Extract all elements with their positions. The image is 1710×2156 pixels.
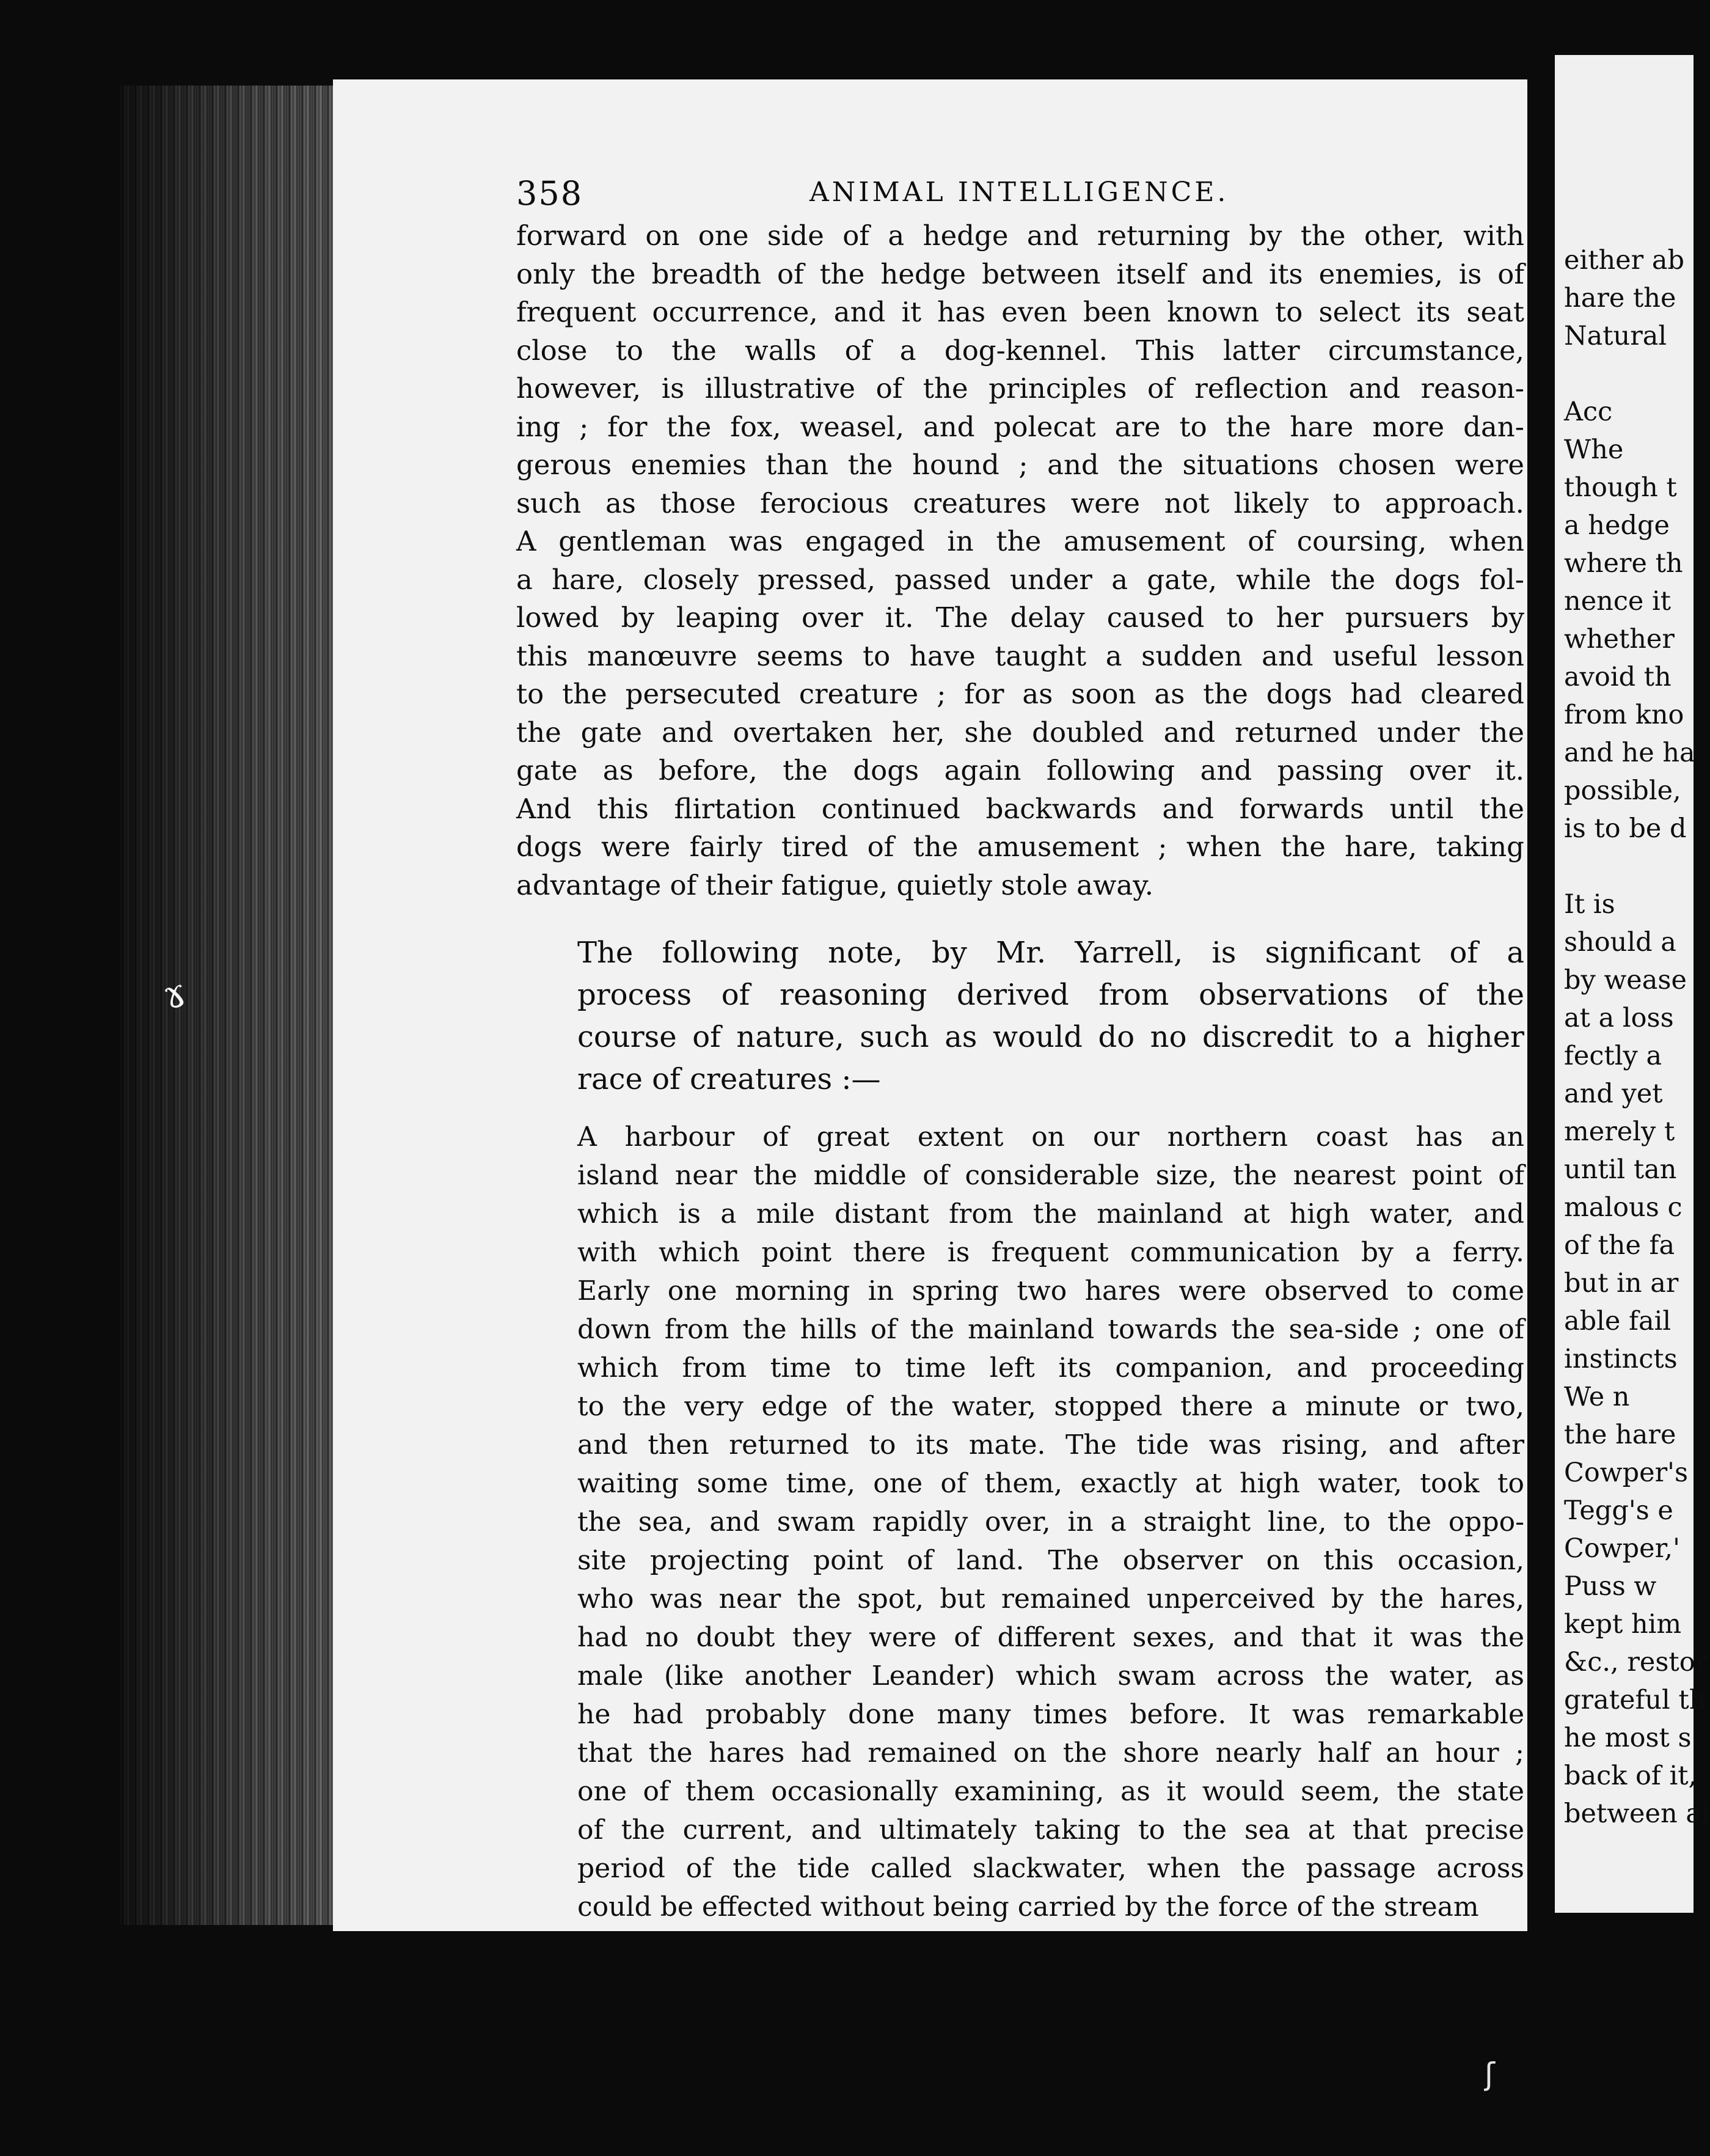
paragraph-yarrell-intro <box>516 932 1524 1101</box>
facing-page-line: hare the <box>1564 283 1676 314</box>
text-line: dogs were fairly tired of the amusement ; when the hare, taking <box>516 831 1524 863</box>
facing-page-line: kept him <box>1564 1609 1682 1640</box>
text-line: of the current, and ultimately taking to the sea at that precise <box>577 1814 1524 1846</box>
text-line: gate as before, the dogs again following and passing over it. <box>516 754 1524 787</box>
facing-page-line: Puss w <box>1564 1571 1657 1602</box>
facing-page-line: merely t <box>1564 1116 1675 1147</box>
facing-page-line: &c., restor <box>1564 1647 1708 1678</box>
text-line: process of reasoning derived from observations of the <box>577 978 1524 1012</box>
text-line: such as those ferocious creatures were not likely to approach. <box>516 486 1524 519</box>
text-line: however, is illustrative of the principles of reflection and reason- <box>516 372 1524 405</box>
facing-page-line: We n <box>1564 1382 1630 1412</box>
main-text-block <box>516 174 1524 1926</box>
text-line: lowed by leaping over it. The delay caused to her pursuers by <box>516 601 1524 634</box>
text-line: A gentleman was engaged in the amusement of coursing, when <box>516 525 1524 557</box>
text-line: male (like another Leander) which swam across the water, as <box>577 1660 1524 1692</box>
facing-page-text <box>1564 241 1710 1833</box>
facing-page-line: back of it, <box>1564 1761 1697 1791</box>
facing-page-line: Natural <box>1564 321 1667 351</box>
text-line: one of them occasionally examining, as it would seem, the state <box>577 1776 1524 1807</box>
text-line: And this flirtation continued backwards and forwards until the <box>516 792 1524 825</box>
text-line: Early one morning in spring two hares were observed to come <box>577 1275 1524 1307</box>
facing-page-line: where th <box>1564 548 1683 579</box>
text-line: A harbour of great extent on our northern coast has an <box>577 1121 1524 1153</box>
text-line: The following note, by Mr. Yarrell, is significant of a <box>577 936 1524 970</box>
paragraph-hare-hedge <box>516 217 1524 904</box>
page-fore-edge <box>119 86 339 1925</box>
facing-page-line: until tan <box>1564 1154 1677 1185</box>
facing-page-line: and he ha <box>1564 738 1695 768</box>
facing-page-line: a hedge <box>1564 510 1670 541</box>
text-line: frequent occurrence, and it has even been known to select its seat <box>516 296 1524 328</box>
facing-page-line: avoid th <box>1564 662 1672 692</box>
paragraph-harbour-quote <box>516 1118 1524 1926</box>
text-line: with which point there is frequent communication by a ferry. <box>577 1237 1524 1268</box>
text-line: the sea, and swam rapidly over, in a straight line, to the oppo- <box>577 1506 1524 1538</box>
text-line: period of the tide called slackwater, when the passage across <box>577 1853 1524 1884</box>
facing-page-line: either ab <box>1564 245 1685 276</box>
facing-page-line: from kno <box>1564 700 1684 730</box>
facing-page-line: able fail <box>1564 1306 1672 1336</box>
facing-page-line: but in ar <box>1564 1268 1679 1299</box>
text-line: who was near the spot, but remained unperceived by the hares, <box>577 1583 1524 1615</box>
text-line: waiting some time, one of them, exactly at high water, took to <box>577 1468 1524 1499</box>
text-line: gerous enemies than the hound ; and the situations chosen were <box>516 449 1524 481</box>
text-line: had no doubt they were of different sexes, and that it was the <box>577 1622 1524 1653</box>
facing-page-line: Tegg's e <box>1564 1495 1673 1526</box>
facing-page-line: the hare <box>1564 1420 1676 1450</box>
facing-page-line: grateful th <box>1564 1685 1706 1715</box>
facing-page-line: Cowper's <box>1564 1458 1689 1488</box>
facing-page-line: nence it <box>1564 586 1672 617</box>
margin-handwriting-mark: ɤ <box>158 969 192 1019</box>
text-line: to the persecuted creature ; for as soon as the dogs had cleared <box>516 678 1524 710</box>
facing-page-line: instincts <box>1564 1344 1678 1374</box>
text-line: he had probably done many times before. It was remarkable <box>577 1699 1524 1730</box>
gutter-shadow <box>1527 55 1555 1937</box>
text-line: that the hares had remained on the shore nearly half an hour ; <box>577 1737 1524 1769</box>
facing-page-line: between al <box>1564 1799 1710 1829</box>
text-line: the gate and overtaken her, she doubled and returned under the <box>516 716 1524 749</box>
facing-page-line: Whe <box>1564 435 1624 465</box>
facing-page-line: and yet <box>1564 1079 1663 1109</box>
facing-page-line: It is <box>1564 889 1615 920</box>
text-line: a hare, closely pressed, passed under a gate, while the dogs fol- <box>516 563 1524 596</box>
running-head <box>516 174 1524 217</box>
page-number: 358 <box>516 174 583 213</box>
facing-page-line: malous c <box>1564 1192 1683 1223</box>
facing-page-line: though t <box>1564 472 1677 503</box>
text-line: ing ; for the fox, weasel, and polecat are to the hare more dan- <box>516 410 1524 443</box>
facing-page-line: possible, <box>1564 776 1681 806</box>
text-line: race of creatures :— <box>577 1062 881 1096</box>
facing-page-line: of the fa <box>1564 1230 1675 1261</box>
text-line: down from the hills of the mainland towards the sea-side ; one of <box>577 1314 1524 1345</box>
text-line: and then returned to its mate. The tide was rising, and after <box>577 1429 1524 1461</box>
facing-page-line: whether <box>1564 624 1675 654</box>
text-line: which from time to time left its companion, and proceeding <box>577 1352 1524 1384</box>
facing-page-line: Acc <box>1564 397 1613 427</box>
text-line: could be effected without being carried by the force of the stream <box>577 1891 1479 1923</box>
text-line: only the breadth of the hedge between itself and its enemies, is of <box>516 257 1524 290</box>
facing-page-line: at a loss <box>1564 1003 1674 1033</box>
text-line: advantage of their fatigue, quietly stole away. <box>516 868 1153 901</box>
facing-page-line: is to be d <box>1564 813 1687 844</box>
text-line: forward on one side of a hedge and returning by the other, with <box>516 219 1524 252</box>
text-line: this manœuvre seems to have taught a sudden and useful lesson <box>516 639 1524 672</box>
facing-page-line <box>1564 848 1705 886</box>
facing-page-line: Cowper,' <box>1564 1533 1680 1564</box>
facing-page-line: he most s <box>1564 1723 1692 1753</box>
text-line: close to the walls of a dog-kennel. This latter circumstance, <box>516 334 1524 367</box>
running-title: ANIMAL INTELLIGENCE. <box>809 177 1229 208</box>
text-line: which is a mile distant from the mainland at high water, and <box>577 1198 1524 1230</box>
facing-page-line: should a <box>1564 927 1676 958</box>
corner-mark: ʃ <box>1485 2056 1495 2092</box>
text-line: island near the middle of considerable size, the nearest point of <box>577 1160 1524 1191</box>
text-line: course of nature, such as would do no discredit to a higher <box>577 1020 1524 1054</box>
facing-page-line <box>1564 355 1705 393</box>
facing-page-line: fectly a <box>1564 1041 1662 1071</box>
text-line: to the very edge of the water, stopped there a minute or two, <box>577 1391 1524 1422</box>
text-line: site projecting point of land. The observer on this occasion, <box>577 1545 1524 1576</box>
facing-page-line: by wease <box>1564 965 1687 996</box>
